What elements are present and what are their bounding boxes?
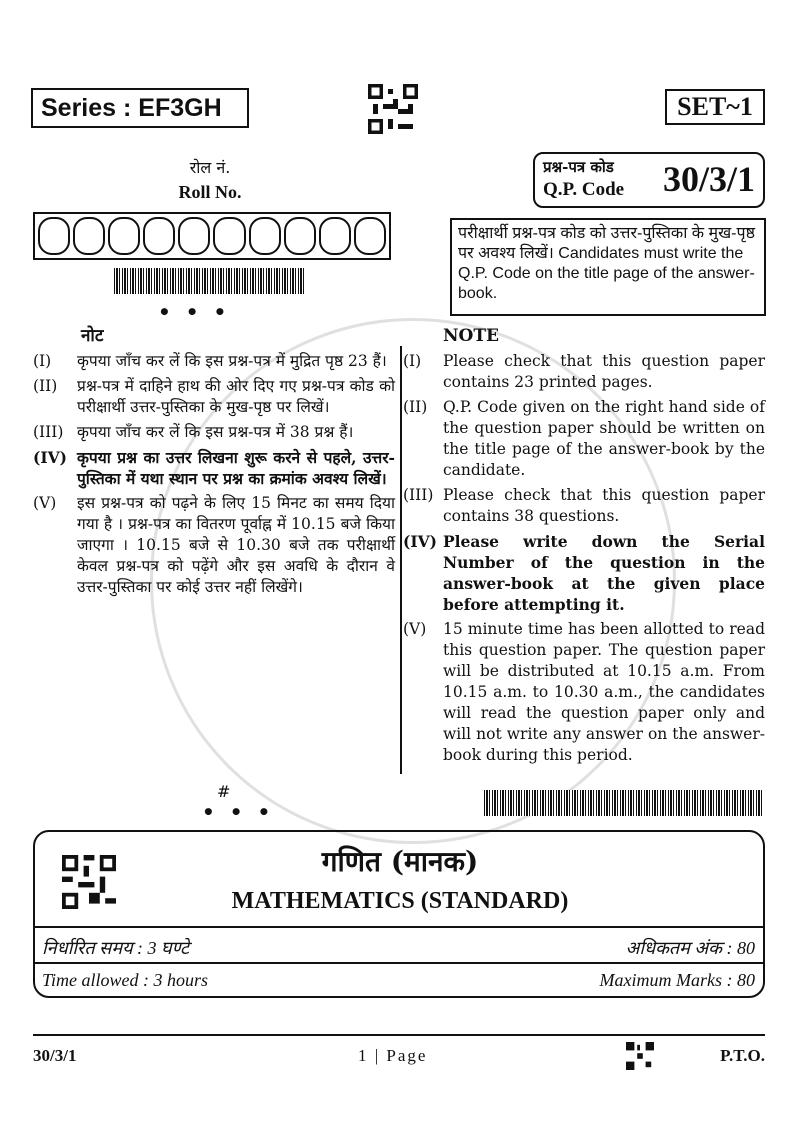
pto-label: P.T.O. [720, 1046, 765, 1065]
footer-code: 30/3/1 [33, 1046, 77, 1065]
qr-code-icon [626, 1042, 654, 1070]
set-label: SET~1 [665, 89, 765, 125]
column-divider [400, 346, 402, 774]
roll-digit-box[interactable] [108, 217, 140, 255]
roll-digit-box[interactable] [249, 217, 281, 255]
note-item: (II) प्रश्न-पत्र में दाहिने हाथ की ओर दिए गए प्रश्न-पत्र कोड को परीक्षार्थी उत्तर-पुस्तिका के मुख-पृष्ठ पर लिखें। [33, 377, 395, 416]
qr-code-icon [368, 84, 418, 134]
notes-title: NOTE [443, 326, 499, 346]
series-label: Series : EF3GH [31, 88, 249, 128]
roll-digit-box[interactable] [354, 217, 386, 255]
time-allowed-hindi: निर्धारित समय : 3 घण्टे [42, 938, 190, 958]
notes-hindi [33, 326, 395, 602]
divider [33, 926, 765, 928]
instruction-box: परीक्षार्थी प्रश्न-पत्र कोड को उत्तर-पुस्तिका के मुख-पृष्ठ पर अवश्य लिखें। Candidates must write the Q.P. Code on the title page of the answer-book. [450, 218, 766, 316]
note-item: (IV) Please write down the Serial Number of the question in the answer-book at the given place before attempting it. [403, 532, 765, 614]
qp-label: Q.P. Code [543, 179, 625, 200]
roll-label: Roll No. [178, 182, 242, 202]
roll-label-hindi: रोल नं. [189, 158, 231, 177]
barcode-icon [114, 268, 304, 294]
note-item: (V) इस प्रश्न-पत्र को पढ़ने के लिए 15 मिनट का समय दिया गया है । प्रश्न-पत्र का वितरण पूर्वाह्न में 10.15 बजे किया जाएगा । 10.15 बजे से 10.30 बजे तक परीक्षार्थी केवल प्रश्न-पत्र को पढ़ेंगे और इस अवधि के दौरान वे उत्तर-पुस्तिका पर कोई उत्तर नहीं लिखेंगे। [33, 494, 395, 596]
dots-separator: • • • [202, 800, 275, 824]
dots-separator: • • • [158, 300, 231, 324]
notes-english [403, 326, 765, 770]
page-number: 1 | Page [358, 1046, 428, 1065]
roll-number-boxes[interactable] [33, 212, 391, 260]
footer-divider [33, 1034, 765, 1036]
note-item: (I) Please check that this question paper contains 23 printed pages. [403, 352, 765, 391]
divider [33, 962, 765, 964]
roll-digit-box[interactable] [38, 217, 70, 255]
roll-digit-box[interactable] [178, 217, 210, 255]
roll-digit-box[interactable] [284, 217, 316, 255]
max-marks: Maximum Marks : 80 [599, 970, 755, 990]
max-marks-hindi: अधिकतम अंक : 80 [625, 938, 755, 958]
roll-digit-box[interactable] [143, 217, 175, 255]
time-allowed: Time allowed : 3 hours [42, 970, 209, 990]
barcode-icon [484, 790, 764, 816]
note-item: (V) 15 minute time has been allotted to read this question paper. The question paper will be distributed at 10.15 a.m. From 10.15 a.m. to 10.30 a.m., the candidates will read the question paper only and will not write any answer on the answer-book during this period. [403, 620, 765, 764]
roll-digit-box[interactable] [73, 217, 105, 255]
qp-code-value: 30/3/1 [662, 159, 755, 199]
notes-title-hindi: नोट [81, 326, 104, 346]
note-item: (III) कृपया जाँच कर लें कि इस प्रश्न-पत्र में 38 प्रश्न हैं। [33, 423, 354, 441]
roll-digit-box[interactable] [319, 217, 351, 255]
subject-title: MATHEMATICS (STANDARD) [231, 888, 569, 914]
qp-code-box [533, 152, 765, 208]
note-item: (I) कृपया जाँच कर लें कि इस प्रश्न-पत्र में मुद्रित पृष्ठ 23 हैं। [33, 352, 387, 370]
qp-label-hindi: प्रश्न-पत्र कोड [543, 158, 614, 176]
roll-digit-box[interactable] [213, 217, 245, 255]
note-item: (IV) कृपया प्रश्न का उत्तर लिखना शुरू करने से पहले, उत्तर-पुस्तिका में यथा स्थान पर प्रश्न का क्रमांक अवश्य लिखें। [33, 448, 395, 488]
note-item: (II) Q.P. Code given on the right hand side of the question paper should be written on the title page of the answer-book by the candidate. [403, 398, 765, 479]
hash-mark: # [217, 782, 231, 801]
subject-title-hindi: गणित (मानक) [321, 845, 479, 878]
note-item: (III) Please check that this question paper contains 38 questions. [403, 486, 765, 525]
